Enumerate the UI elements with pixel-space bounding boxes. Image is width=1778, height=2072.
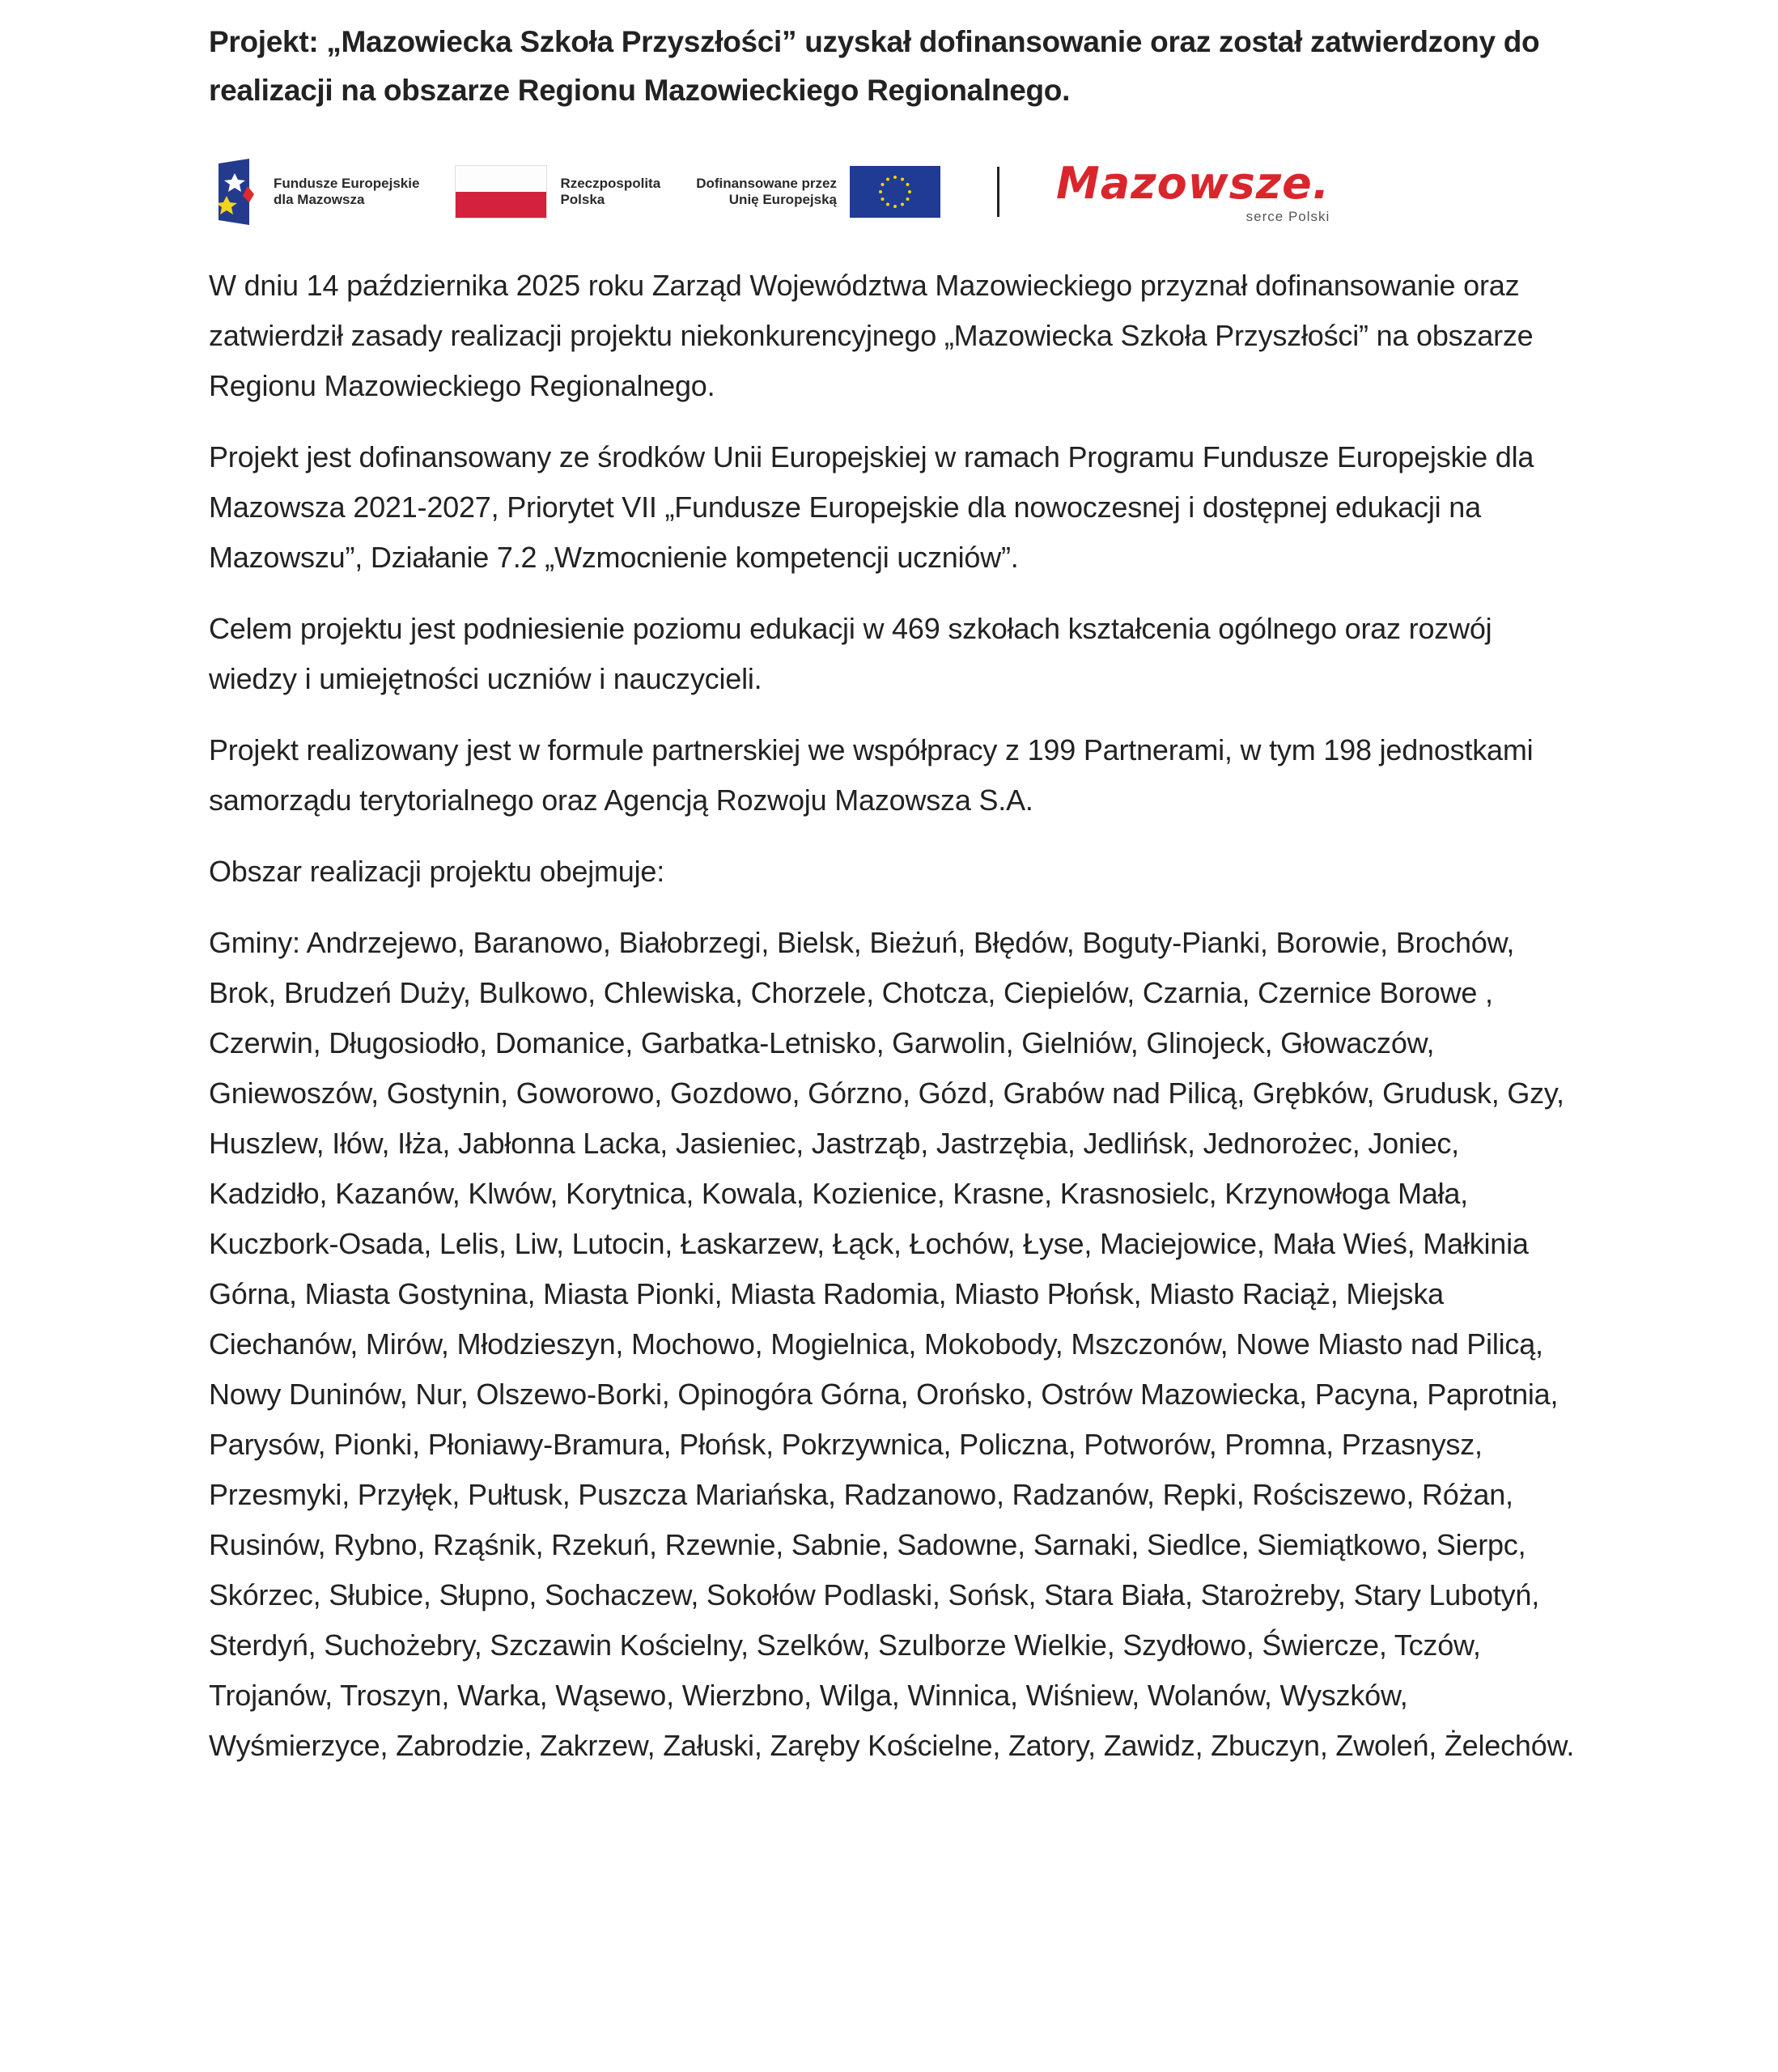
eu-line1: Dofinansowane przez [696, 176, 837, 191]
logo-mazowsze [1056, 159, 1330, 225]
mazowsze-wordmark: Mazowsze. [1056, 158, 1330, 209]
fe-stars-icon [219, 159, 261, 225]
paragraph-partners: Projekt realizowany jest w formule partnerskiej we współpracy z 199 Partnerami, w tym 198 jednostkami samorządu terytorialnego oraz Agencją Rozwoju Mazowsza S.A. [209, 733, 1534, 817]
logo-separator [997, 167, 999, 217]
eu-flag-icon [850, 166, 940, 218]
pl-line2: Polska [560, 192, 605, 207]
eu-line2: Unię Europejską [728, 192, 837, 207]
paragraph-decision: W dniu 14 października 2025 roku Zarząd Województwa Mazowieckiego przyznał dofinansowanie oraz zatwierdził zasady realizacji projektu niekonkurencyjnego „Mazowiecka Szkoła Przyszłości” na obszarze Regionu Mazowieckiego Regionalnego. [209, 269, 1534, 402]
document-title: Projekt: „Mazowiecka Szkoła Przyszłości” uzyskał dofinansowanie oraz został zatwierdzony do realizacji na obszarze Regionu Mazowieckiego Regionalnego. [209, 25, 1540, 107]
logo-rzeczpospolita-polska [455, 165, 660, 219]
fe-line1: Fundusze Europejskie [274, 176, 420, 191]
paragraph-funding: Projekt jest dofinansowany ze środków Unii Europejskiej w ramach Programu Fundusze Europejskie dla Mazowsza 2021-2027, Priorytet VII „Fundusze Europejskie dla nowoczesnej i dostępnej edukacji na Mazowszu”, Działanie 7.2 „Wzmocnienie kompetencji uczniów”. [209, 440, 1534, 574]
fe-line2: dla Mazowsza [274, 192, 365, 207]
logo-eu [696, 166, 940, 218]
paragraph-area-heading: Obszar realizacji projektu obejmuje: [209, 855, 665, 888]
document-page [209, 18, 1585, 1792]
pl-line1: Rzeczpospolita [560, 176, 661, 191]
logo-fundusze-europejskie [219, 159, 419, 225]
logo-bar [209, 147, 1585, 236]
paragraph-goal: Celem projektu jest podniesienie poziomu edukacji w 469 szkołach kształcenia ogólnego oraz rozwój wiedzy i umiejętności uczniów i nauczycieli. [209, 612, 1492, 695]
paragraph-municipalities-list: Gminy: Andrzejewo, Baranowo, Białobrzegi, Bielsk, Bieżuń, Błędów, Boguty-Pianki, Borowie, Brochów, Brok, Brudzeń Duży, Bulkowo, Chlewiska, Chorzele, Chotcza, Ciepielów, Czarnia, Czernice Borowe , Czerwin, Długosiodło, Domanice, Garbatka-Letnisko, Garwolin, Gielniów, Glinojeck, Głowaczów, Gniewoszów, Gostynin, Goworowo, Gozdowo, Górzno, Gózd, Grabów nad Pilicą, Grębków, Grudusk, Gzy, Huszlew, Iłów, Iłża, Jabłonna Lacka, Jasieniec, Jastrząb, Jastrzębia, Jedlińsk, Jednorożec, Joniec, Kadzidło, Kazanów, Klwów, Korytnica, Kowala, Kozienice, Krasne, Krasnosielc, Krzynowłoga Mała, Kuczbork-Osada, Lelis, Liw, Lutocin, Łaskarzew, Łąck, Łochów, Łyse, Maciejowice, Mała Wieś, Małkinia Górna, Miasta Gostynina, Miasta Pionki, Miasta Radomia, Miasto Płońsk, Miasto Raciąż, Miejska Ciechanów, Mirów, Młodzieszyn, Mochowo, Mogielnica, Mokobody, Mszczonów, Nowe Miasto nad Pilicą, Nowy Duninów, Nur, Olszewo-Borki, Opinogóra Górna, Orońsko, Ostrów Mazowiecka, Pacyna, Paprotnia, Parysów, Pionki, Płoniawy-Bramura, Płońsk, Pokrzywnica, Policzna, Potworów, Promna, Przasnysz, Przesmyki, Przyłęk, Pułtusk, Puszcza Mariańska, Radzanowo, Radzanów, Repki, Rościszewo, Różan, Rusinów, Rybno, Rząśnik, Rzekuń, Rzewnie, Sabnie, Sadowne, Sarnaki, Siedlce, Siemiątkowo, Sierpc, Skórzec, Słubice, Słupno, Sochaczew, Sokołów Podlaski, Sońsk, Stara Biała, Starożreby, Stary Lubotyń, Sterdyń, Suchożebry, Szczawin Kościelny, Szelków, Szulborze Wielkie, Szydłowo, Świercze, Tczów, Trojanów, Troszyn, Warka, Wąsewo, Wierzbno, Wilga, Winnica, Wiśniew, Wolanów, Wyszków, Wyśmierzyce, Zabrodzie, Zakrzew, Załuski, Zaręby Kościelne, Zatory, Zawidz, Zbuczyn, Zwoleń, Żelechów. [209, 926, 1575, 1762]
mazowsze-tagline: serce Polski [1245, 209, 1330, 224]
polish-flag-icon [455, 165, 547, 219]
